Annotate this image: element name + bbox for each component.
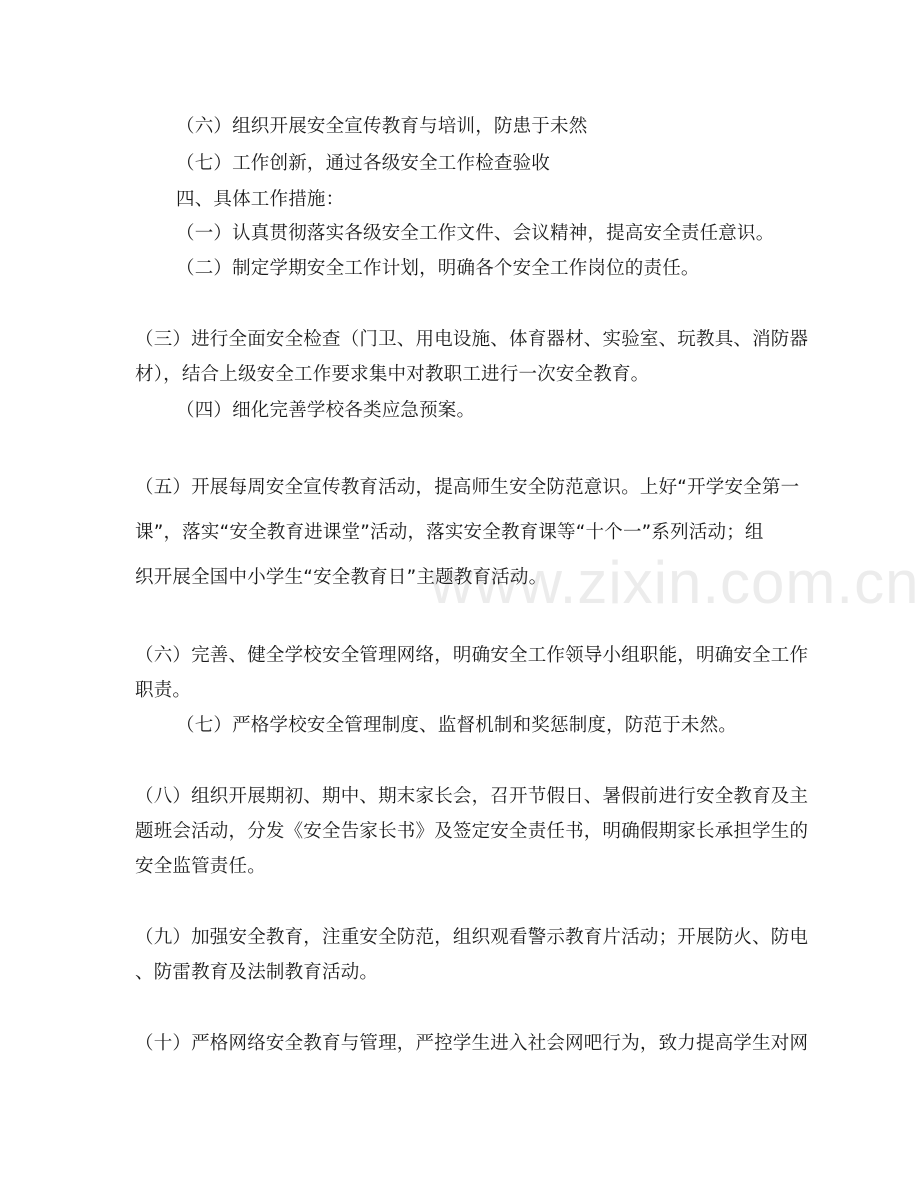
watermark: www.zixin.com.cn	[430, 549, 920, 616]
paragraph-line: 课”，落实“安全教育进课堂”活动，落实安全教育课等“十个一”系列活动；组	[135, 522, 764, 543]
paragraph-line: 题班会活动，分发《安全告家长书》及签定安全责任书，明确假期家长承担学生的	[135, 821, 809, 842]
paragraph-line: （七）工作创新，通过各级安全工作检查验收	[176, 153, 551, 174]
paragraph-line: （八）组织开展期初、期中、期末家长会，召开节假日、暑假前进行安全教育及主	[135, 786, 809, 807]
paragraph-line: 安全监管责任。	[135, 856, 266, 877]
paragraph-line: （十）严格网络安全教育与管理，严控学生进入社会网吧行为，致力提高学生对网	[135, 1033, 809, 1054]
paragraph-line: （五）开展每周安全宣传教育活动，提高师生安全防范意识。上好“开学安全第一	[135, 477, 800, 498]
paragraph-line: （七）严格学校安全管理制度、监督机制和奖惩制度，防范于未然。	[176, 715, 738, 736]
paragraph-line: （九）加强安全教育，注重安全防范，组织观看警示教育片活动；开展防火、防电	[135, 927, 809, 948]
paragraph-line: 织开展全国中小学生“安全教育日”主题教育活动。	[135, 567, 548, 588]
paragraph-line: （六）组织开展安全宣传教育与培训，防患于未然	[176, 116, 588, 137]
paragraph-line: 材），结合上级安全工作要求集中对教职工进行一次安全教育。	[135, 364, 650, 385]
paragraph-line: （三）进行全面安全检查（门卫、用电设施、体育器材、实验室、玩教具、消防器	[135, 329, 809, 350]
paragraph-line: （六）完善、健全学校安全管理网络，明确安全工作领导小组职能，明确安全工作	[135, 645, 809, 666]
section-heading: 四、具体工作措施：	[176, 189, 345, 210]
paragraph-line: 、防雷教育及法制教育活动。	[135, 962, 379, 983]
paragraph-line: 职责。	[135, 680, 192, 701]
paragraph-line: （二）制定学期安全工作计划，明确各个安全工作岗位的责任。	[176, 258, 700, 279]
paragraph-line: （四）细化完善学校各类应急预案。	[176, 400, 476, 421]
paragraph-line: （一）认真贯彻落实各级安全工作文件、会议精神，提高安全责任意识。	[176, 223, 775, 244]
